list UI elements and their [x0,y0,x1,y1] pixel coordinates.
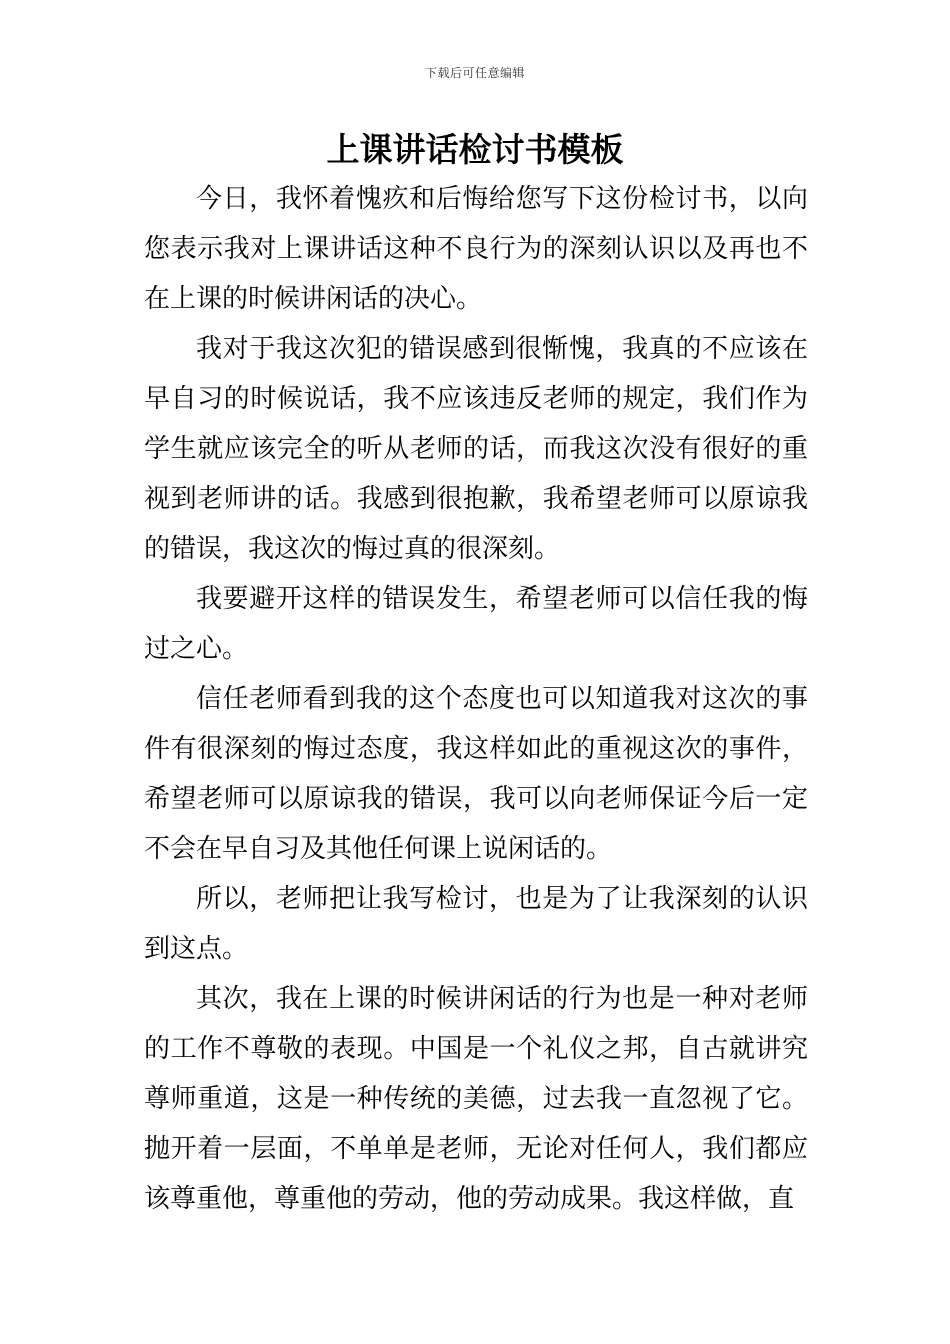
paragraph-1: 今日，我怀着愧疚和后悔给您写下这份检讨书，以向您表示我对上课讲话这种不良行为的深刻认识以及再也不在上课的时候讲闲话的决心。 [144,184,808,314]
paragraph-6: 其次，我在上课的时候讲闲话的行为也是一种对老师的工作不尊敬的表现。中国是一个礼仪之邦，自古就讲究尊师重道，这是一种传统的美德，过去我一直忽视了它。抛开着一层面，不单单是老师，无论对任何人，我们都应该尊重他，尊重他的劳动，他的劳动成果。我这样做，直 [144,984,808,1214]
paragraph-4: 信任老师看到我的这个态度也可以知道我对这次的事件有很深刻的悔过态度，我这样如此的重视这次的事件，希望老师可以原谅我的错误，我可以向老师保证今后一定不会在早自习及其他任何课上说闲话的。 [144,684,808,864]
paragraph-3: 我要避开这样的错误发生，希望老师可以信任我的悔过之心。 [144,584,808,664]
paragraph-2: 我对于我这次犯的错误感到很惭愧，我真的不应该在早自习的时候说话，我不应该违反老师的规定，我们作为学生就应该完全的听从老师的话，而我这次没有很好的重视到老师讲的话。我感到很抱歉，我希望老师可以原谅我的错误，我这次的悔过真的很深刻。 [144,334,808,564]
document-body [144,174,808,1224]
header-note: 下载后可任意编辑 [424,66,525,80]
document-title: 上课讲话检讨书模板 [326,130,624,169]
paragraph-5: 所以，老师把让我写检讨，也是为了让我深刻的认识到这点。 [144,884,808,964]
